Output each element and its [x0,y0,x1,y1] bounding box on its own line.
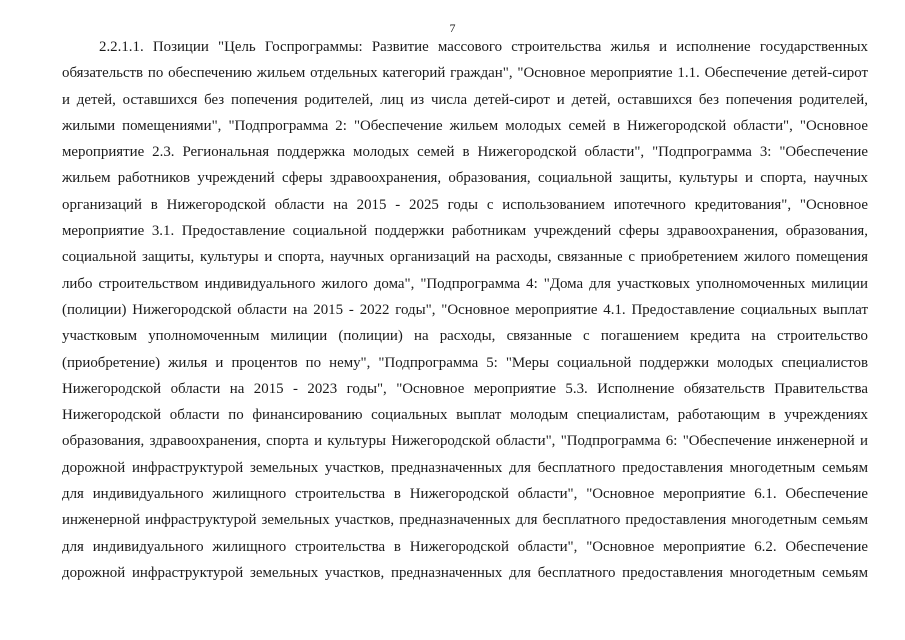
paragraph-line: (полиции) Нижегородской области на 2015 - 2022 годы", "Основное мероприятие 4.1. Предоставление социальных выплат [62,301,868,318]
paragraph-line: инженерной инфраструктурой земельных участков, предназначенных для бесплатного предоставления многодетным семьям [62,512,868,529]
paragraph-line: для индивидуального жилищного строительства в Нижегородской области", "Основное мероприятие 6.1. Обеспечение [62,486,868,503]
paragraph-line: обязательств по обеспечению жильем отдельных категорий граждан", "Основное мероприятие 1.1. Обеспечение детей-сирот [62,65,868,82]
paragraph-line: организаций в Нижегородской области на 2015 - 2025 годы с использованием ипотечного кредитования", "Основное [62,196,868,213]
paragraph-line: либо строительством индивидуального жилого дома", "Подпрограмма 4: "Дома для участковых уполномоченных милиции [62,275,868,292]
paragraph [62,34,868,586]
paragraph-line: участковым уполномоченным милиции (полиции) на расходы, связанные с погашением кредита на строительство [62,328,868,345]
page-number: 7 [449,21,456,35]
paragraph-line: для индивидуального жилищного строительства в Нижегородской области", "Основное мероприятие 6.2. Обеспечение [62,538,868,555]
paragraph-line: мероприятие 3.1. Предоставление социальной поддержки работникам учреждений сферы здравоохранения, образования, [62,223,868,240]
paragraph-line: Нижегородской области по финансированию социальных выплат молодым специалистам, работающим в учреждениях [62,407,868,424]
paragraph-line: дорожной инфраструктурой земельных участков, предназначенных для бесплатного предоставления многодетным семьям [62,564,868,581]
paragraph-line: жильем работников учреждений сферы здравоохранения, образования, социальной защиты, культуры и спорта, научных [62,170,868,187]
paragraph-line: социальной защиты, культуры и спорта, научных организаций на расходы, связанные с приобретением жилого помещения [62,249,868,266]
paragraph-line: образования, здравоохранения, спорта и культуры Нижегородской области", "Подпрограмма 6: "Обеспечение инженерной и [62,433,868,450]
paragraph-line: дорожной инфраструктурой земельных участков, предназначенных для бесплатного предоставления многодетным семьям [62,459,868,476]
paragraph-line: жилыми помещениями", "Подпрограмма 2: "Обеспечение жильем молодых семей в Нижегородской области", "Основное [62,117,868,134]
paragraph-line: Нижегородской области на 2015 - 2023 годы", "Основное мероприятие 5.3. Исполнение обязательств Правительства [62,380,868,397]
paragraph-line: 2.2.1.1. Позиции "Цель Госпрограммы: Развитие массового строительства жилья и исполнение государственных [99,39,868,55]
paragraph-line: мероприятие 2.3. Региональная поддержка молодых семей в Нижегородской области", "Подпрограмма 3: "Обеспечение [62,144,868,161]
paragraph-line: (приобретение) жилья и процентов по нему", "Подпрограмма 5: "Меры социальной поддержки молодых специалистов [62,354,868,371]
paragraph-line: и детей, оставшихся без попечения родителей, лиц из числа детей-сирот и детей, оставшихся без попечения родителей, [62,91,868,108]
